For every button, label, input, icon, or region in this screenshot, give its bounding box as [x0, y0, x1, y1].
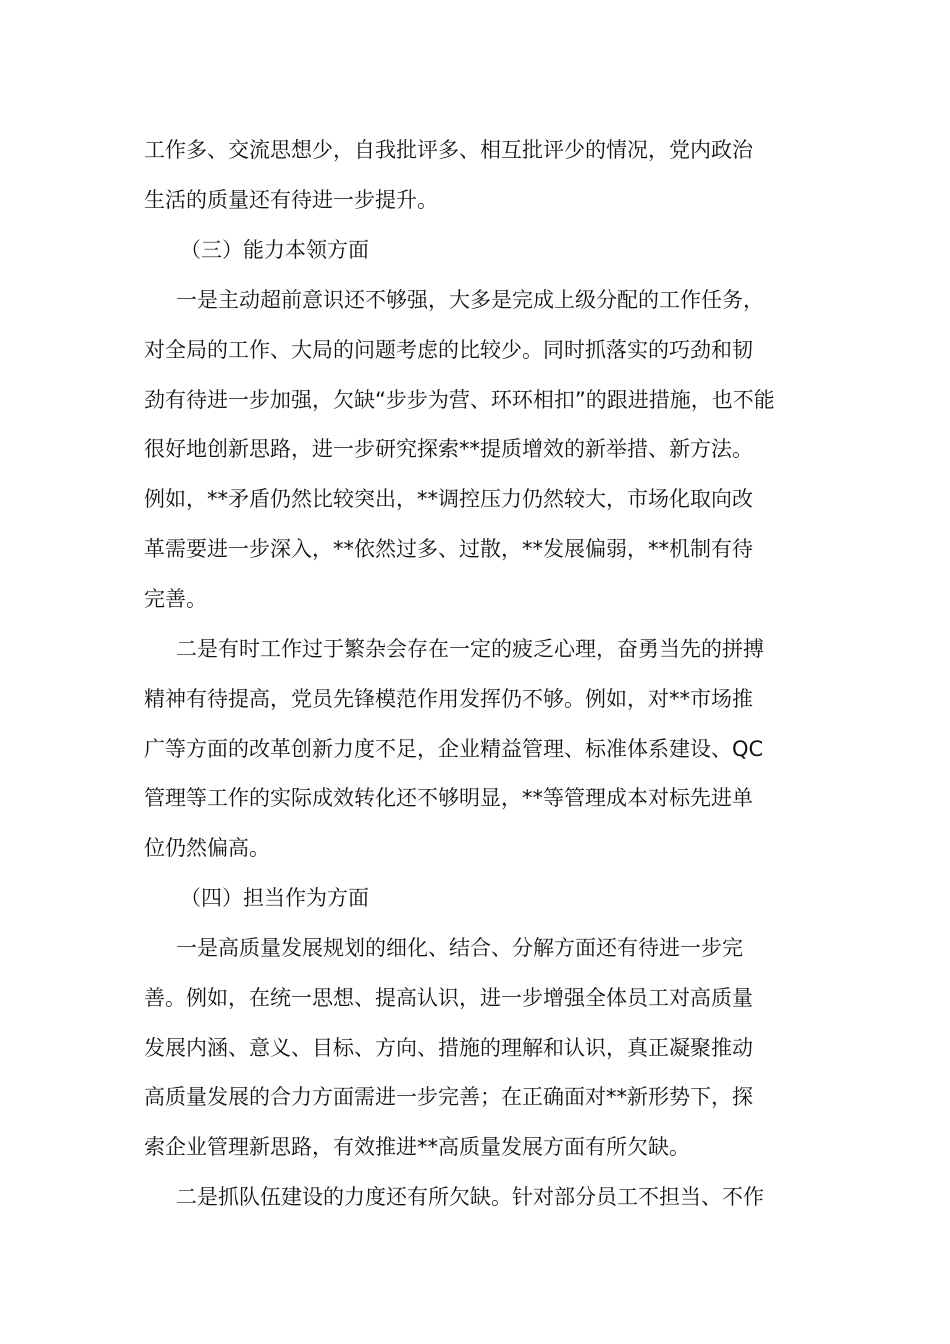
- text-line-22: 二是抓队伍建设的力度还有所欠缺。针对部分员工不担当、不作: [176, 1185, 764, 1209]
- text-line-19: 发展内涵、意义、目标、方向、措施的理解和认识，真正凝聚推动: [144, 1036, 753, 1060]
- text-line-12: 精神有待提高，党员先锋模范作用发挥仍不够。例如，对**市场推: [144, 687, 753, 711]
- text-line-4: 一是主动超前意识还不够强，大多是完成上级分配的工作任务，: [176, 288, 764, 312]
- section-heading-4: （四）担当作为方面: [180, 886, 369, 910]
- text-line-9: 革需要进一步深入，**依然过多、过散，**发展偏弱，**机制有待: [144, 537, 753, 561]
- text-line-21: 索企业管理新思路，有效推进**高质量发展方面有所欠缺。: [144, 1135, 690, 1159]
- text-line-5: 对全局的工作、大局的问题考虑的比较少。同时抓落实的巧劲和韧: [144, 338, 753, 362]
- text-line-18: 善。例如，在统一思想、提高认识，进一步增强全体员工对高质量: [144, 986, 753, 1010]
- text-line-7: 很好地创新思路，进一步研究探索**提质增效的新举措、新方法。: [144, 437, 753, 461]
- text-line-11: 二是有时工作过于繁杂会存在一定的疲乏心理，奋勇当先的拼搏: [176, 637, 764, 661]
- text-line-1: 工作多、交流思想少，自我批评多、相互批评少的情况，党内政治: [144, 138, 753, 162]
- text-line-8: 例如，**矛盾仍然比较突出，**调控压力仍然较大，市场化取向改: [144, 487, 753, 511]
- text-line-6: 劲有待进一步加强，欠缺“步步为营、环环相扣”的跟进措施，也不能: [144, 388, 775, 412]
- text-line-20: 高质量发展的合力方面需进一步完善；在正确面对**新形势下，探: [144, 1085, 753, 1109]
- text-line-10: 完善。: [144, 587, 207, 611]
- text-line-15: 位仍然偏高。: [144, 836, 270, 860]
- text-line-2: 生活的质量还有待进一步提升。: [144, 188, 438, 212]
- text-line-17: 一是高质量发展规划的细化、结合、分解方面还有待进一步完: [176, 936, 743, 960]
- text-line-14: 管理等工作的实际成效转化还不够明显，**等管理成本对标先进单: [144, 786, 753, 810]
- section-heading-3: （三）能力本领方面: [180, 238, 369, 262]
- text-line-13: 广等方面的改革创新力度不足，企业精益管理、标准体系建设、QC: [144, 737, 764, 761]
